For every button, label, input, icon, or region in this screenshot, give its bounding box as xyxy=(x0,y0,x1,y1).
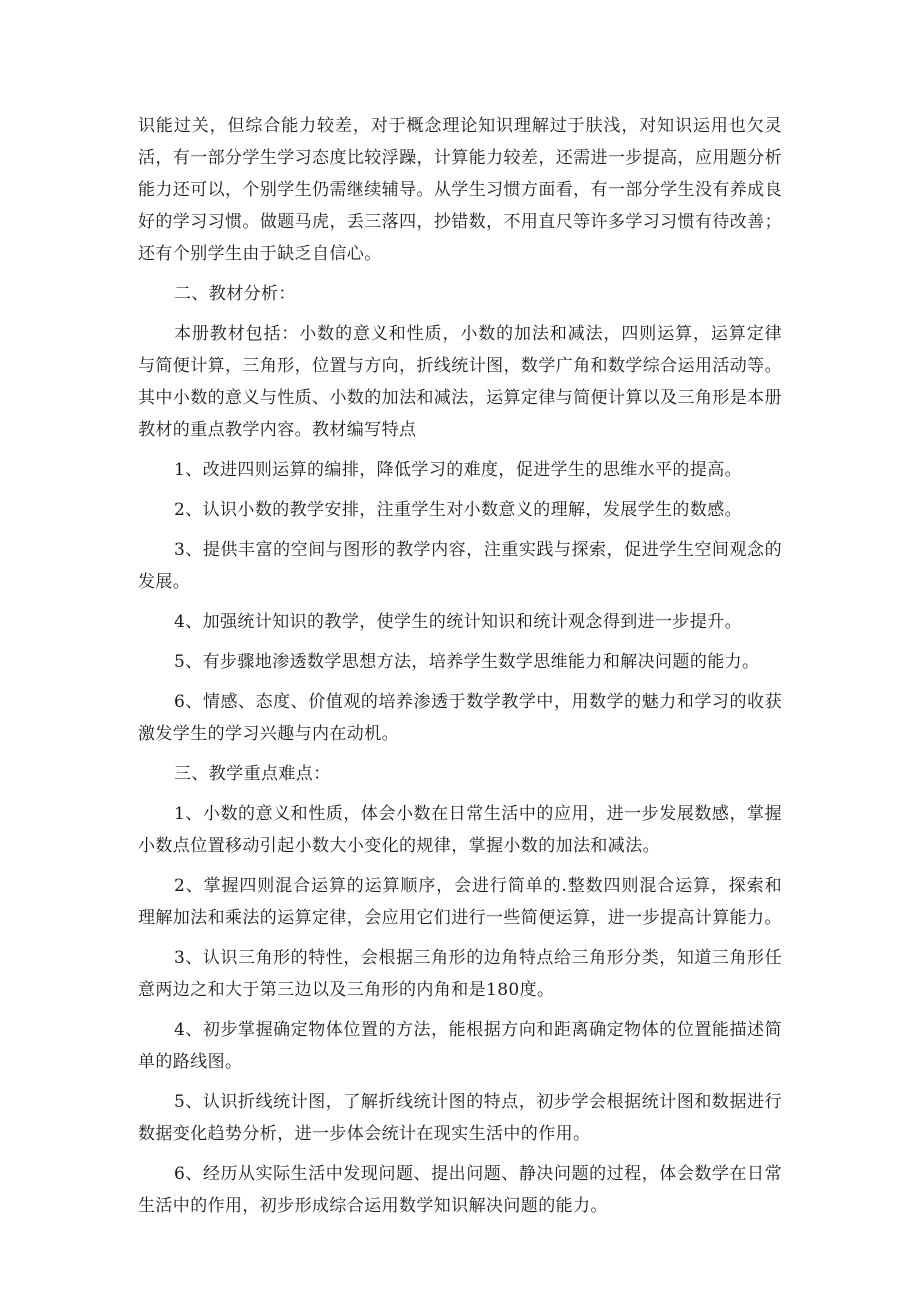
list-item-keypoint-4: 4、初步掌握确定物体位置的方法，能根据方向和距离确定物体的位置能描述简单的路线图。 xyxy=(138,1020,782,1072)
list-item-keypoint-3: 3、认识三角形的特性，会根据三角形的边角特点给三角形分类，知道三角形任意两边之和大于第三边以及三角形的内角和是180度。 xyxy=(138,948,782,1000)
list-item-feature-6: 6、情感、态度、价值观的培养渗透于数学教学中，用数学的魅力和学习的收获激发学生的学习兴趣与内在动机。 xyxy=(138,692,782,744)
list-item-feature-4: 4、加强统计知识的教学，使学生的统计知识和统计观念得到进一步提升。 xyxy=(174,612,743,632)
list-item-keypoint-6: 6、经历从实际生活中发现问题、提出问题、静决问题的过程，体会数学在日常生活中的作用，初步形成综合运用数学知识解决问题的能力。 xyxy=(138,1164,782,1216)
list-item-feature-3: 3、提供丰富的空间与图形的教学内容，注重实践与探索，促进学生空间观念的发展。 xyxy=(138,540,782,592)
section-heading-key-points: 三、教学重点难点： xyxy=(174,764,331,784)
paragraph-continuation: 识能过关，但综合能力较差，对于概念理论知识理解过于肤浅，对知识运用也欠灵活，有一部分学生学习态度比较浮躁，计算能力较差，还需进一步提高，应用题分析能力还可以，个别学生仍需继续辅导。从学生习惯方面看，有一部分学生没有养成良好的学习习惯。做题马虎，丢三落四，抄错数，不用直尺等许多学习习惯有待改善；还有个别学生由于缺乏自信心。 xyxy=(138,116,782,264)
section-heading-textbook-analysis: 二、教材分析： xyxy=(174,284,296,304)
list-item-keypoint-1: 1、小数的意义和性质，体会小数在日常生活中的应用，进一步发展数感，掌握小数点位置移动引起小数大小变化的规律，掌握小数的加法和减法。 xyxy=(138,804,782,856)
paragraph-textbook-contents: 本册教材包括：小数的意义和性质，小数的加法和减法，四则运算，运算定律与简便计算，三角形，位置与方向，折线统计图，数学广角和数学综合运用活动等。其中小数的意义与性质、小数的加法和减法，运算定律与简便计算以及三角形是本册教材的重点教学内容。教材编写特点 xyxy=(138,324,782,440)
list-item-feature-2: 2、认识小数的教学安排，注重学生对小数意义的理解，发展学生的数感。 xyxy=(174,500,743,520)
list-item-keypoint-5: 5、认识折线统计图，了解折线统计图的特点，初步学会根据统计图和数据进行数据变化趋势分析，进一步体会统计在现实生活中的作用。 xyxy=(138,1092,782,1144)
list-item-feature-1: 1、改进四则运算的编排，降低学习的难度，促进学生的思维水平的提高。 xyxy=(174,460,743,480)
list-item-keypoint-2: 2、掌握四则混合运算的运算顺序，会进行简单的.整数四则混合运算，探索和理解加法和乘法的运算定律，会应用它们进行一些简便运算，进一步提高计算能力。 xyxy=(138,876,782,928)
list-item-feature-5: 5、有步骤地渗透数学思想方法，培养学生数学思维能力和解决问题的能力。 xyxy=(174,652,760,672)
document-body xyxy=(138,110,782,1230)
